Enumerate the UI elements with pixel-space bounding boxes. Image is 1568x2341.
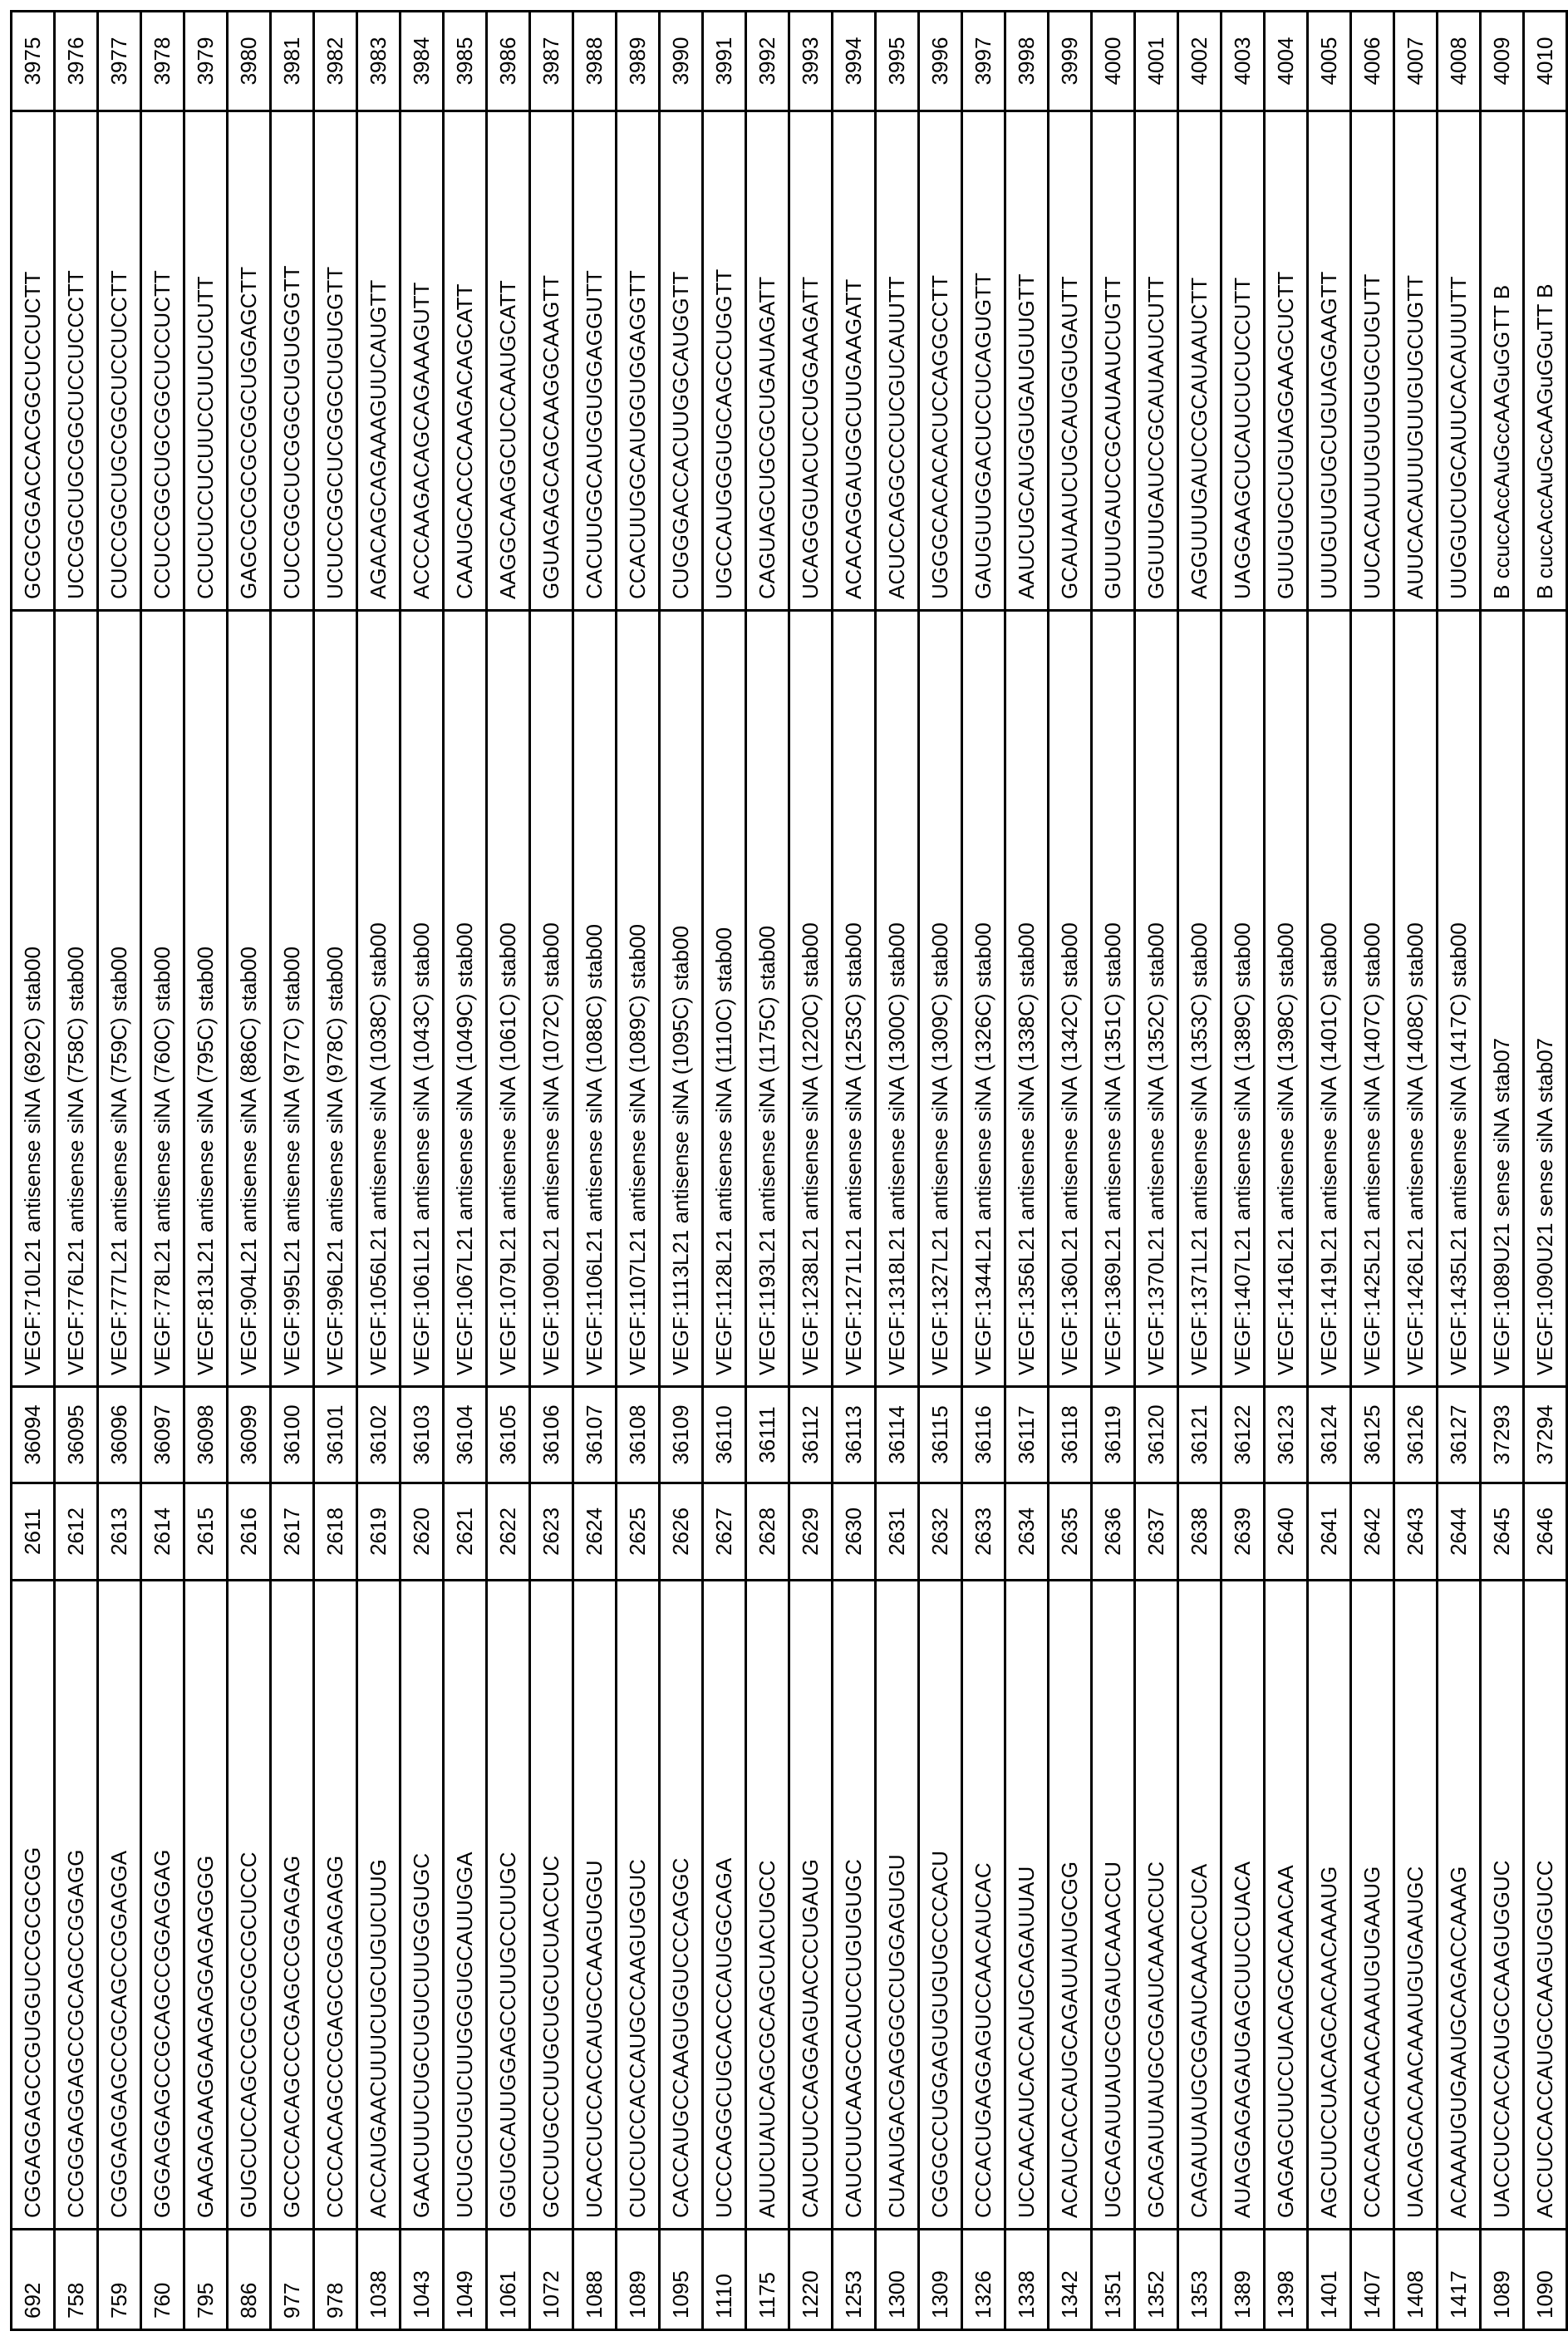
target-position-cell: 977 [271,2230,314,2330]
alias-cell: VEGF:777L21 antisense siNA (759C) stab00 [98,611,141,1387]
target-sequence-cell: GUGCUCCAGCCGCGCGCGCUCCC [228,1581,271,2230]
target-position-cell: 1110 [703,2230,746,2330]
compound-number-cell: 36103 [401,1387,444,1483]
target-sequence-cell: CAUCUUCAAGCCAUCCUGUGUGC [833,1581,876,2230]
alias-cell: VEGF:1369L21 antisense siNA (1351C) stab00 [1092,611,1135,1387]
table-row [1178,12,1221,2330]
target-seq-id-cell: 2623 [530,1483,573,1581]
compound-number-cell: 36120 [1135,1387,1178,1483]
compound-number-cell: 36094 [12,1387,55,1483]
sina-sequence-cell: AUUCACAUUUGUUGUGCUGTT [1394,111,1438,611]
table-row [1438,12,1481,2330]
sina-seq-id-cell: 4007 [1394,12,1438,111]
table-row [1351,12,1394,2330]
target-sequence-cell: GAAGAGAAGGAAGAGGAGAGGGG [184,1581,228,2230]
compound-number-cell: 36097 [141,1387,184,1483]
compound-number-cell: 36109 [660,1387,703,1483]
sina-seq-id-cell: 3987 [530,12,573,111]
alias-cell: VEGF:1079L21 antisense siNA (1061C) stab00 [487,611,530,1387]
target-position-cell: 1095 [660,2230,703,2330]
target-seq-id-cell: 2621 [444,1483,487,1581]
target-seq-id-cell: 2630 [833,1483,876,1581]
target-sequence-cell: CGGGCCUGGAGUGUGUGCCCACU [919,1581,962,2230]
target-position-cell: 1351 [1092,2230,1135,2330]
sina-seq-id-cell: 3980 [228,12,271,111]
target-seq-id-cell: 2612 [55,1483,98,1581]
target-sequence-cell: ACAUCACCAUGCAGAUUAUGCGG [1049,1581,1092,2230]
compound-number-cell: 36098 [184,1387,228,1483]
sina-seq-id-cell: 4002 [1178,12,1221,111]
alias-cell: VEGF:1061L21 antisense siNA (1043C) stab00 [401,611,444,1387]
sina-sequence-cell: B ccuccAccAuGccAAGuGGTT B [1481,111,1524,611]
target-sequence-cell: GGUGCAUUGGAGCCUUGCCUUGC [487,1581,530,2230]
sina-sequence-table [10,10,1568,2331]
compound-number-cell: 36123 [1265,1387,1308,1483]
sina-sequence-cell: CUCCGGCUGCGGCUCCUCCTT [98,111,141,611]
target-position-cell: 1175 [746,2230,789,2330]
table-row [1049,12,1092,2330]
target-sequence-cell: GGGAGGAGCCGCAGCCGGAGGAG [141,1581,184,2230]
sina-sequence-cell: CAAUGCACCCAAGACAGCATT [444,111,487,611]
target-sequence-cell: CCACAGCACAACAAAUGUGAAUG [1351,1581,1394,2230]
table-row [1265,12,1308,2330]
sina-sequence-cell: AGGUUUGAUCCGCAUAAUCTT [1178,111,1221,611]
compound-number-cell: 36116 [962,1387,1005,1483]
target-sequence-cell: UACCUCCACCAUGCCAAGUGGUC [1481,1581,1524,2230]
sina-sequence-cell: UUCACAUUUGUUGUGCUGUTT [1351,111,1394,611]
compound-number-cell: 36106 [530,1387,573,1483]
sina-sequence-cell: CCUCCGGCUGCGGCUCCUCTT [141,111,184,611]
target-position-cell: 1253 [833,2230,876,2330]
target-seq-id-cell: 2637 [1135,1483,1178,1581]
target-sequence-cell: CGGAGGAGCCGUGGUCCGCGCGG [12,1581,55,2230]
sina-seq-id-cell: 3995 [876,12,919,111]
alias-cell: VEGF:1106L21 antisense siNA (1088C) stab00 [573,611,617,1387]
compound-number-cell: 36101 [314,1387,357,1483]
target-sequence-cell: UCACCUCCACCAUGCCAAGUGGU [573,1581,617,2230]
table-row [1394,12,1438,2330]
table-row [55,12,98,2330]
table-row [1524,12,1567,2330]
target-sequence-cell: CCGGGAGGAGCCGCAGCCGGAGG [55,1581,98,2230]
target-sequence-cell: UCCCAGGCUGCACCCAUGGCAGA [703,1581,746,2230]
alias-cell: VEGF:1426L21 antisense siNA (1408C) stab00 [1394,611,1438,1387]
target-seq-id-cell: 2628 [746,1483,789,1581]
sina-seq-id-cell: 4000 [1092,12,1135,111]
sina-sequence-cell: UAGGAAGCUCAUCUCUCCUTT [1221,111,1265,611]
sina-sequence-cell: CACUUGGCAUGGUGGAGGUTT [573,111,617,611]
target-position-cell: 1300 [876,2230,919,2330]
target-sequence-cell: GCCUUGCCUUGCUGCUCUACCUC [530,1581,573,2230]
target-position-cell: 1088 [573,2230,617,2330]
table-row [401,12,444,2330]
sina-seq-id-cell: 3982 [314,12,357,111]
table-row [1005,12,1049,2330]
compound-number-cell: 36107 [573,1387,617,1483]
sina-sequence-cell: UCAGGGUACUCCUGGAAGATT [789,111,833,611]
alias-cell: VEGF:813L21 antisense siNA (795C) stab00 [184,611,228,1387]
table-row [1481,12,1524,2330]
sina-sequence-cell: ACUCCAGGCCCUCGUCAUUTT [876,111,919,611]
target-seq-id-cell: 2638 [1178,1483,1221,1581]
target-position-cell: 886 [228,2230,271,2330]
compound-number-cell: 36100 [271,1387,314,1483]
table-row [530,12,573,2330]
target-seq-id-cell: 2627 [703,1483,746,1581]
target-seq-id-cell: 2613 [98,1483,141,1581]
target-position-cell: 1389 [1221,2230,1265,2330]
sina-seq-id-cell: 4006 [1351,12,1394,111]
compound-number-cell: 36127 [1438,1387,1481,1483]
alias-cell: VEGF:996L21 antisense siNA (978C) stab00 [314,611,357,1387]
sina-sequence-cell: UGCCAUGGGUGCAGCCUGGTT [703,111,746,611]
sina-seq-id-cell: 4009 [1481,12,1524,111]
sina-seq-id-cell: 3983 [357,12,401,111]
alias-cell: VEGF:1107L21 antisense siNA (1089C) stab00 [617,611,660,1387]
compound-number-cell: 36111 [746,1387,789,1483]
sina-seq-id-cell: 3976 [55,12,98,111]
target-sequence-cell: UCCAACAUCACCAUGCAGAUUAU [1005,1581,1049,2230]
compound-number-cell: 36113 [833,1387,876,1483]
compound-number-cell: 36125 [1351,1387,1394,1483]
sina-sequence-cell: CCUCUCCUCUUCCUUCUCUTT [184,111,228,611]
alias-cell: VEGF:1327L21 antisense siNA (1309C) stab00 [919,611,962,1387]
target-position-cell: 758 [55,2230,98,2330]
table-row [487,12,530,2330]
target-seq-id-cell: 2631 [876,1483,919,1581]
target-position-cell: 760 [141,2230,184,2330]
sina-seq-id-cell: 3996 [919,12,962,111]
target-position-cell: 1072 [530,2230,573,2330]
compound-number-cell: 36118 [1049,1387,1092,1483]
target-position-cell: 1090 [1524,2230,1567,2330]
target-seq-id-cell: 2626 [660,1483,703,1581]
compound-number-cell: 37293 [1481,1387,1524,1483]
target-position-cell: 1049 [444,2230,487,2330]
compound-number-cell: 36119 [1092,1387,1135,1483]
compound-number-cell: 36112 [789,1387,833,1483]
alias-cell: VEGF:1193L21 antisense siNA (1175C) stab00 [746,611,789,1387]
target-position-cell: 1401 [1308,2230,1351,2330]
table-row [271,12,314,2330]
table-body [12,12,1567,2330]
target-seq-id-cell: 2643 [1394,1483,1438,1581]
target-position-cell: 1407 [1351,2230,1394,2330]
target-sequence-cell: UCUGCUGUCUUGGGUGCAUUGGA [444,1581,487,2230]
table-row [98,12,141,2330]
target-position-cell: 795 [184,2230,228,2330]
sina-sequence-cell: B cuccAccAuGccAAGuGGuTT B [1524,111,1567,611]
target-position-cell: 1309 [919,2230,962,2330]
alias-cell: VEGF:1435L21 antisense siNA (1417C) stab00 [1438,611,1481,1387]
sina-seq-id-cell: 3978 [141,12,184,111]
table-row [12,12,55,2330]
table-row [573,12,617,2330]
alias-cell: VEGF:1067L21 antisense siNA (1049C) stab00 [444,611,487,1387]
target-position-cell: 692 [12,2230,55,2330]
alias-cell: VEGF:778L21 antisense siNA (760C) stab00 [141,611,184,1387]
target-position-cell: 1061 [487,2230,530,2330]
sina-sequence-cell: GUUGUGCUGUAGGAAGCUCTT [1265,111,1308,611]
target-position-cell: 1342 [1049,2230,1092,2330]
target-sequence-cell: AUAGGAGAGAUGAGCUUCCUACA [1221,1581,1265,2230]
target-position-cell: 1353 [1178,2230,1221,2330]
sina-sequence-cell: UGGGCACACACUCCAGGCCTT [919,111,962,611]
alias-cell: VEGF:1419L21 antisense siNA (1401C) stab00 [1308,611,1351,1387]
sina-seq-id-cell: 3989 [617,12,660,111]
target-sequence-cell: CAGAUUAUGCGGAUCAAACCUCA [1178,1581,1221,2230]
target-position-cell: 1326 [962,2230,1005,2330]
compound-number-cell: 37294 [1524,1387,1567,1483]
table-row [833,12,876,2330]
alias-cell: VEGF:1271L21 antisense siNA (1253C) stab00 [833,611,876,1387]
alias-cell: VEGF:1128L21 antisense siNA (1110C) stab00 [703,611,746,1387]
alias-cell: VEGF:1318L21 antisense siNA (1300C) stab00 [876,611,919,1387]
target-position-cell: 1043 [401,2230,444,2330]
sina-seq-id-cell: 3985 [444,12,487,111]
target-seq-id-cell: 2618 [314,1483,357,1581]
sina-sequence-cell: GGUAGAGCAGCAAGGCAAGTT [530,111,573,611]
target-seq-id-cell: 2639 [1221,1483,1265,1581]
table-row [444,12,487,2330]
target-sequence-cell: CACCAUGCCAAGUGGUCCCAGGC [660,1581,703,2230]
sina-seq-id-cell: 4008 [1438,12,1481,111]
sina-seq-id-cell: 3975 [12,12,55,111]
table-row [746,12,789,2330]
sina-seq-id-cell: 3999 [1049,12,1092,111]
target-sequence-cell: AGCUUCCUACAGCACAACAAAUG [1308,1581,1351,2230]
sina-seq-id-cell: 4001 [1135,12,1178,111]
target-position-cell: 1408 [1394,2230,1438,2330]
target-seq-id-cell: 2614 [141,1483,184,1581]
sina-sequence-cell: CUGGGACCACUUGGCAUGGTT [660,111,703,611]
sina-seq-id-cell: 3992 [746,12,789,111]
target-sequence-cell: ACCAUGAACUUUCUGCUGUCUUG [357,1581,401,2230]
target-seq-id-cell: 2646 [1524,1483,1567,1581]
target-position-cell: 1038 [357,2230,401,2330]
target-seq-id-cell: 2620 [401,1483,444,1581]
compound-number-cell: 36102 [357,1387,401,1483]
table-row [617,12,660,2330]
sina-sequence-cell: GGUUUGAUCCGCAUAAUCUTT [1135,111,1178,611]
compound-number-cell: 36108 [617,1387,660,1483]
alias-cell: VEGF:1090L21 antisense siNA (1072C) stab00 [530,611,573,1387]
target-seq-id-cell: 2625 [617,1483,660,1581]
target-sequence-cell: CGGGAGGAGCCGCAGCCGGAGGA [98,1581,141,2230]
sina-sequence-cell: CCACUUGGCAUGGUGGAGGTT [617,111,660,611]
sina-sequence-cell: GAGCGCGCGCGGCUGGAGCTT [228,111,271,611]
target-seq-id-cell: 2644 [1438,1483,1481,1581]
alias-cell: VEGF:1370L21 antisense siNA (1352C) stab00 [1135,611,1178,1387]
alias-cell: VEGF:1089U21 sense siNA stab07 [1481,611,1524,1387]
target-position-cell: 1220 [789,2230,833,2330]
target-sequence-cell: ACCUCCACCAUGCCAAGUGGUCC [1524,1581,1567,2230]
sina-seq-id-cell: 3981 [271,12,314,111]
sina-sequence-cell: AAGGCAAGGCUCCAAUGCATT [487,111,530,611]
target-sequence-cell: CCCACUGAGGAGUCCAACAUCAC [962,1581,1005,2230]
target-sequence-cell: GCAGAUUAUGCGGAUCAAACCUC [1135,1581,1178,2230]
table-row [141,12,184,2330]
sina-seq-id-cell: 3979 [184,12,228,111]
sina-seq-id-cell: 3993 [789,12,833,111]
table-row [228,12,271,2330]
compound-number-cell: 36104 [444,1387,487,1483]
target-position-cell: 1089 [1481,2230,1524,2330]
compound-number-cell: 36095 [55,1387,98,1483]
alias-cell: VEGF:995L21 antisense siNA (977C) stab00 [271,611,314,1387]
table-row [789,12,833,2330]
alias-cell: VEGF:1356L21 antisense siNA (1338C) stab00 [1005,611,1049,1387]
sina-sequence-cell: ACCCAAGACAGCAGAAAGUTT [401,111,444,611]
sina-seq-id-cell: 4010 [1524,12,1567,111]
compound-number-cell: 36124 [1308,1387,1351,1483]
target-sequence-cell: CUCCUCCACCAUGCCAAGUGGUC [617,1581,660,2230]
table-row [184,12,228,2330]
alias-cell: VEGF:1371L21 antisense siNA (1353C) stab00 [1178,611,1221,1387]
target-seq-id-cell: 2641 [1308,1483,1351,1581]
target-position-cell: 1352 [1135,2230,1178,2330]
compound-number-cell: 36121 [1178,1387,1221,1483]
target-sequence-cell: CAUCUUCCAGGAGUACCCUGAUG [789,1581,833,2230]
table-row [314,12,357,2330]
alias-cell: VEGF:1360L21 antisense siNA (1342C) stab00 [1049,611,1092,1387]
target-position-cell: 1338 [1005,2230,1049,2330]
compound-number-cell: 36126 [1394,1387,1438,1483]
table-row [1135,12,1178,2330]
sina-seq-id-cell: 4003 [1221,12,1265,111]
target-seq-id-cell: 2615 [184,1483,228,1581]
target-seq-id-cell: 2642 [1351,1483,1394,1581]
target-sequence-cell: GCCCCACAGCCCGAGCCGGAGAG [271,1581,314,2230]
target-seq-id-cell: 2633 [962,1483,1005,1581]
sina-seq-id-cell: 3994 [833,12,876,111]
sina-sequence-cell: UUUGUUGUGCUGUAGGAAGTT [1308,111,1351,611]
target-seq-id-cell: 2619 [357,1483,401,1581]
alias-cell: VEGF:1090U21 sense siNA stab07 [1524,611,1567,1387]
table-row [703,12,746,2330]
target-seq-id-cell: 2629 [789,1483,833,1581]
alias-cell: VEGF:1056L21 antisense siNA (1038C) stab00 [357,611,401,1387]
alias-cell: VEGF:1344L21 antisense siNA (1326C) stab00 [962,611,1005,1387]
sina-seq-id-cell: 3986 [487,12,530,111]
alias-cell: VEGF:1407L21 antisense siNA (1389C) stab00 [1221,611,1265,1387]
table-row [876,12,919,2330]
table-row [1308,12,1351,2330]
alias-cell: VEGF:904L21 antisense siNA (886C) stab00 [228,611,271,1387]
table-row [357,12,401,2330]
sina-sequence-cell: UCUCCGGCUCGGGCUGUGGTT [314,111,357,611]
target-sequence-cell: GAGAGCUUCCUACAGCACAACAA [1265,1581,1308,2230]
target-sequence-cell: CCCCACAGCCCGAGCCGGAGAGG [314,1581,357,2230]
alias-cell: VEGF:1238L21 antisense siNA (1220C) stab00 [789,611,833,1387]
compound-number-cell: 36105 [487,1387,530,1483]
sina-sequence-cell: AAUCUGCAUGGUGAUGUUGTT [1005,111,1049,611]
sina-seq-id-cell: 3984 [401,12,444,111]
compound-number-cell: 36117 [1005,1387,1049,1483]
table-row [1092,12,1135,2330]
sina-seq-id-cell: 4005 [1308,12,1351,111]
sina-seq-id-cell: 3991 [703,12,746,111]
rotated-table-container [10,12,1479,2331]
sina-seq-id-cell: 3977 [98,12,141,111]
target-seq-id-cell: 2640 [1265,1483,1308,1581]
target-seq-id-cell: 2645 [1481,1483,1524,1581]
sina-seq-id-cell: 3990 [660,12,703,111]
sina-seq-id-cell: 3998 [1005,12,1049,111]
target-position-cell: 1417 [1438,2230,1481,2330]
target-sequence-cell: UGCAGAUUAUGCGGAUCAAACCU [1092,1581,1135,2230]
target-seq-id-cell: 2624 [573,1483,617,1581]
sina-sequence-cell: AGACAGCAGAAAGUUCAUGTT [357,111,401,611]
target-seq-id-cell: 2632 [919,1483,962,1581]
target-seq-id-cell: 2617 [271,1483,314,1581]
target-seq-id-cell: 2634 [1005,1483,1049,1581]
target-position-cell: 1398 [1265,2230,1308,2330]
alias-cell: VEGF:1425L21 antisense siNA (1407C) stab00 [1351,611,1394,1387]
compound-number-cell: 36110 [703,1387,746,1483]
table-row [962,12,1005,2330]
table-row [660,12,703,2330]
alias-cell: VEGF:776L21 antisense siNA (758C) stab00 [55,611,98,1387]
compound-number-cell: 36122 [1221,1387,1265,1483]
sina-sequence-cell: GAUGUUGGACUCCUCAGUGTT [962,111,1005,611]
compound-number-cell: 36114 [876,1387,919,1483]
target-seq-id-cell: 2635 [1049,1483,1092,1581]
target-sequence-cell: CUAAUGACGAGGGCCUGGAGUGU [876,1581,919,2230]
sina-sequence-cell: GCAUAAUCUGCAUGGUGAUTT [1049,111,1092,611]
target-position-cell: 1089 [617,2230,660,2330]
sina-sequence-cell: UCCGGCUGCGGCUCCUCCCTT [55,111,98,611]
target-sequence-cell: UACAGCACAACAAAUGUGAAUGC [1394,1581,1438,2230]
target-sequence-cell: ACAAAUGUGAAUGCAGACCAAAG [1438,1581,1481,2230]
target-position-cell: 759 [98,2230,141,2330]
sina-sequence-cell: GUUUGAUCCGCAUAAUCUGTT [1092,111,1135,611]
sina-sequence-cell: CUCCGGCUCGGGCUGUGGGTT [271,111,314,611]
target-seq-id-cell: 2622 [487,1483,530,1581]
compound-number-cell: 36115 [919,1387,962,1483]
alias-cell: VEGF:1416L21 antisense siNA (1398C) stab00 [1265,611,1308,1387]
table-row [919,12,962,2330]
compound-number-cell: 36096 [98,1387,141,1483]
sina-sequence-cell: GCGCGGACCACGGCUCCUCTT [12,111,55,611]
target-position-cell: 978 [314,2230,357,2330]
table-row [1221,12,1265,2330]
sina-sequence-cell: UUGGUCUGCAUUCACAUUUTT [1438,111,1481,611]
sina-sequence-cell: ACACAGGAUGGCUUGAAGATT [833,111,876,611]
target-seq-id-cell: 2611 [12,1483,55,1581]
target-seq-id-cell: 2616 [228,1483,271,1581]
target-sequence-cell: AUUCUAUCAGCGCAGCUACUGCC [746,1581,789,2230]
sina-seq-id-cell: 3997 [962,12,1005,111]
alias-cell: VEGF:710L21 antisense siNA (692C) stab00 [12,611,55,1387]
alias-cell: VEGF:1113L21 antisense siNA (1095C) stab00 [660,611,703,1387]
sina-sequence-cell: CAGUAGCUGCGCUGAUAGATT [746,111,789,611]
sina-seq-id-cell: 3988 [573,12,617,111]
compound-number-cell: 36099 [228,1387,271,1483]
sina-seq-id-cell: 4004 [1265,12,1308,111]
target-sequence-cell: GAACUUUCUGCUGUCUUGGGUGC [401,1581,444,2230]
target-seq-id-cell: 2636 [1092,1483,1135,1581]
